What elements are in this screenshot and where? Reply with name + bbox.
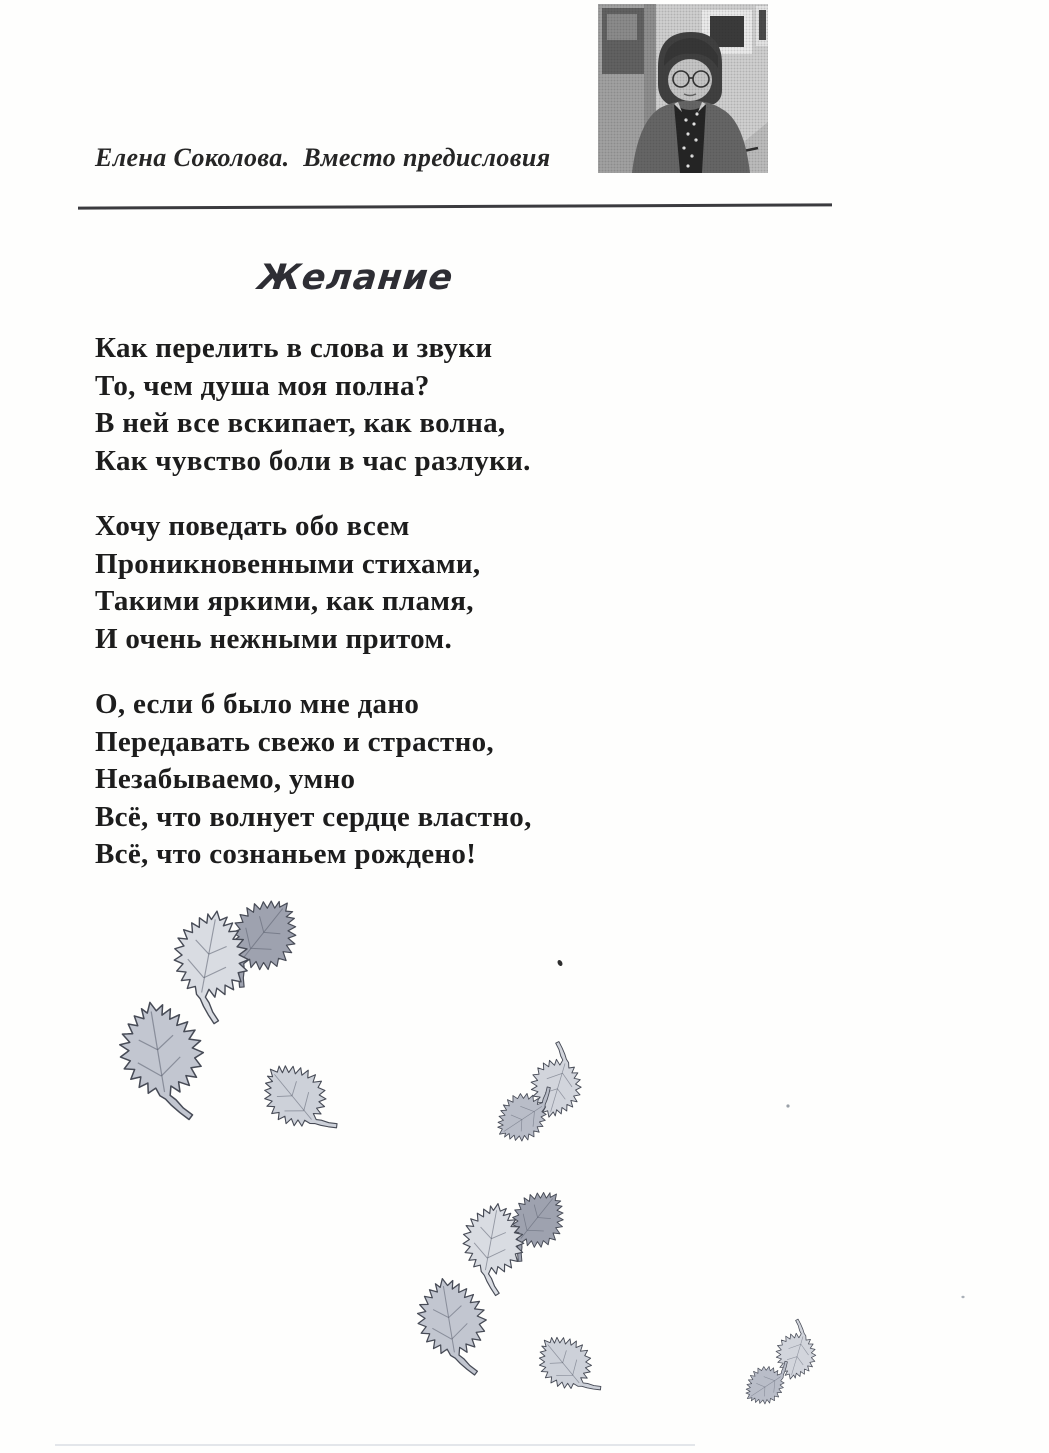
poem-line: Всё, что волнует сердце властно, <box>95 800 532 833</box>
photo-illustration <box>598 4 768 173</box>
scan-artifact-line <box>55 1444 695 1446</box>
stanza-3 <box>95 686 532 874</box>
poem-line: В ней все вскипает, как волна, <box>95 407 506 439</box>
poem-line: Передавать свежо и страстно, <box>95 725 494 758</box>
poem-line: И очень нежными притом. <box>95 622 453 655</box>
poem-line: Незабываемо, умно <box>95 763 356 795</box>
stanza-2 <box>95 508 532 658</box>
poem-title: Желание <box>255 258 456 298</box>
byline: Елена Соколова. Вместо предисловия <box>95 143 551 172</box>
poem-line: О, если б было мне дано <box>95 688 420 720</box>
poem-line: Проникновенными стихами, <box>95 547 481 580</box>
poem <box>95 330 532 902</box>
poem-line: Такими яркими, как пламя, <box>95 585 474 617</box>
poem-line: Хочу поведать обо всем <box>95 510 410 542</box>
stanza-1 <box>95 330 532 480</box>
author-photo <box>598 4 768 173</box>
poem-line: Как перелить в слова и звуки <box>95 332 493 364</box>
poem-line: То, чем душа моя полна? <box>95 369 430 402</box>
horizontal-rule <box>78 203 832 209</box>
poem-line: Всё, что сознаньем рождено! <box>95 838 477 870</box>
leaf-layer <box>114 885 826 1413</box>
scan-specks <box>556 959 964 1298</box>
poem-line: Как чувство боли в час разлуки. <box>95 444 531 477</box>
